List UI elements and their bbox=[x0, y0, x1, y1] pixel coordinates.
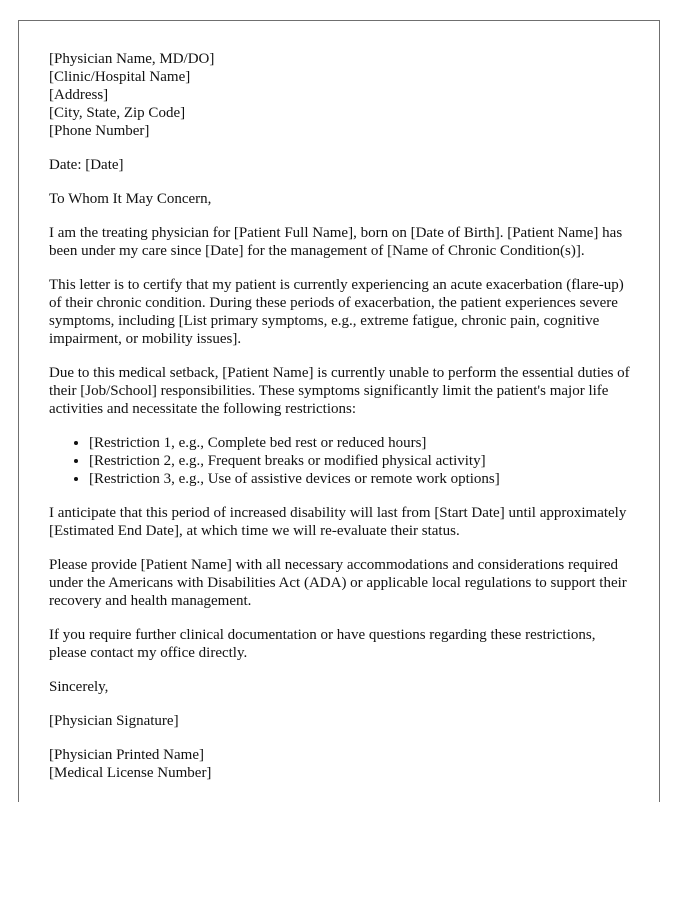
intro-paragraph: I am the treating physician for [Patient Full Name], born on [Date of Birth]. [Patient Name] has been under my care since [Date] for the management of [Name of Chronic Condition(s)]. bbox=[49, 225, 623, 259]
salutation: To Whom It May Concern, bbox=[49, 191, 212, 207]
restrictions-intro-paragraph: Due to this medical setback, [Patient Name] is currently unable to perform the essential duties of their [Job/School] responsibilities. These symptoms significantly limit the patient's major life activities and necessitate the following restrictions: bbox=[49, 365, 630, 417]
list-item: • [Restriction 3, e.g., Use of assistive devices or remote work options] bbox=[89, 470, 635, 488]
physician-printed-name: [Physician Printed Name] bbox=[49, 747, 204, 763]
signature-block bbox=[49, 746, 635, 782]
list-item: • [Restriction 1, e.g., Complete bed rest or reduced hours] bbox=[89, 434, 635, 452]
medical-license-number: [Medical License Number] bbox=[49, 765, 212, 781]
certification-paragraph: This letter is to certify that my patient is currently experiencing an acute exacerbation (flare-up) of their chronic condition. During these periods of exacerbation, the patient experiences severe symptoms, including [List primary symptoms, e.g., extreme fatigue, chronic pain, cognitive impairment, or mobility issues]. bbox=[49, 277, 624, 347]
letter-document bbox=[18, 20, 660, 802]
address: [Address] bbox=[49, 87, 109, 103]
sign-off: Sincerely, bbox=[49, 679, 109, 695]
contact-paragraph: If you require further clinical documentation or have questions regarding these restrictions, please contact my office directly. bbox=[49, 627, 596, 661]
restrictions-list bbox=[49, 434, 635, 488]
clinic-name: [Clinic/Hospital Name] bbox=[49, 69, 191, 85]
list-item: • [Restriction 2, e.g., Frequent breaks or modified physical activity] bbox=[89, 452, 635, 470]
physician-signature: [Physician Signature] bbox=[49, 713, 179, 729]
city-state-zip: [City, State, Zip Code] bbox=[49, 105, 186, 121]
physician-name: [Physician Name, MD/DO] bbox=[49, 51, 215, 67]
phone-number: [Phone Number] bbox=[49, 123, 150, 139]
date-line: Date: [Date] bbox=[49, 157, 124, 173]
duration-paragraph: I anticipate that this period of increased disability will last from [Start Date] until approximately [Estimated End Date], at which time we will re-evaluate their status. bbox=[49, 505, 627, 539]
sender-address-block bbox=[49, 50, 635, 140]
accommodations-paragraph: Please provide [Patient Name] with all necessary accommodations and considerations required under the Americans with Disabilities Act (ADA) or applicable local regulations to support their recovery and health management. bbox=[49, 557, 627, 609]
